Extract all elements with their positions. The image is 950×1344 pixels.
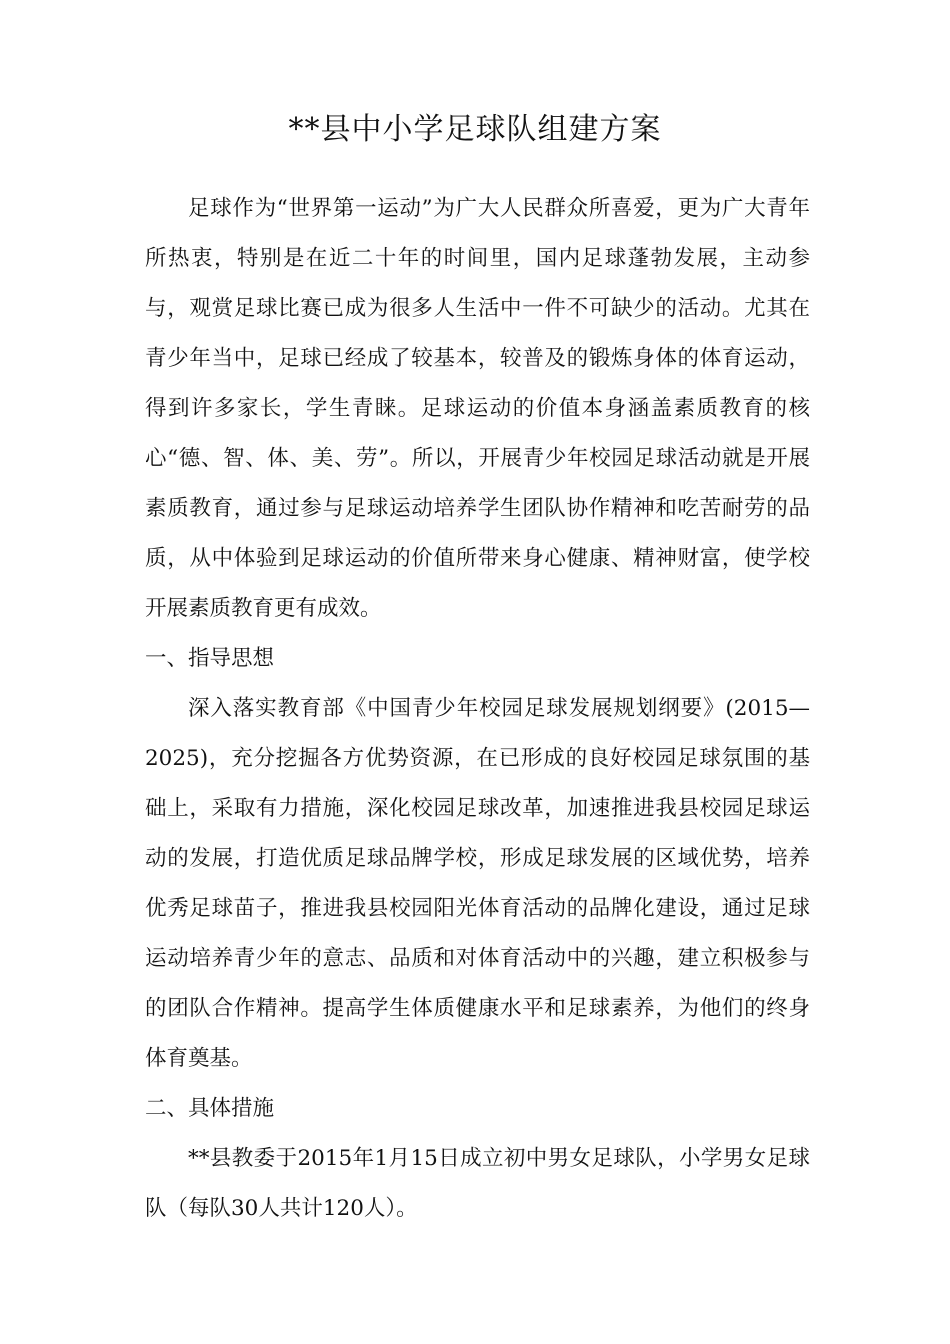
section-heading-guiding-ideology: 一、指导思想: [145, 646, 275, 671]
document-title: **县中小学足球队组建方案: [288, 112, 662, 147]
intro-paragraph: 足球作为“世界第一运动”为广大人民群众所喜爱，更为广大青年所热衷，特别是在近二十年的时间里，国内足球蓬勃发展，主动参与，观赏足球比赛已成为很多人生活中一件不可缺少的活动。尤其在青少年当中，足球已经成了较基本，较普及的锻炼身体的体育运动，得到许多家长，学生青睐。足球运动的价值本身涵盖素质教育的核心“德、智、体、美、劳”。所以，开展青少年校园足球活动就是开展素质教育，通过参与足球运动培养学生团队协作精神和吃苦耐劳的品质，从中体验到足球运动的价值所带来身心健康、精神财富，使学校开展素质教育更有成效。: [145, 196, 810, 621]
guiding-ideology-paragraph: 深入落实教育部《中国青少年校园足球发展规划纲要》(2015—2025)，充分挖掘各方优势资源，在已形成的良好校园足球氛围的基础上，采取有力措施，深化校园足球改革，加速推进我县校园足球运动的发展，打造优质足球品牌学校，形成足球发展的区域优势，培养优秀足球苗子，推进我县校园阳光体育活动的品牌化建设，通过足球运动培养青少年的意志、品质和对体育活动中的兴趣，建立积极参与的团队合作精神。提高学生体质健康水平和足球素养，为他们的终身体育奠基。: [145, 696, 810, 1071]
section-heading-specific-measures: 二、具体措施: [145, 1096, 275, 1121]
specific-measures-paragraph: **县教委于2015年1月15日成立初中男女足球队，小学男女足球队（每队30人共计120人）。: [145, 1146, 810, 1221]
document-body: [145, 184, 810, 1234]
